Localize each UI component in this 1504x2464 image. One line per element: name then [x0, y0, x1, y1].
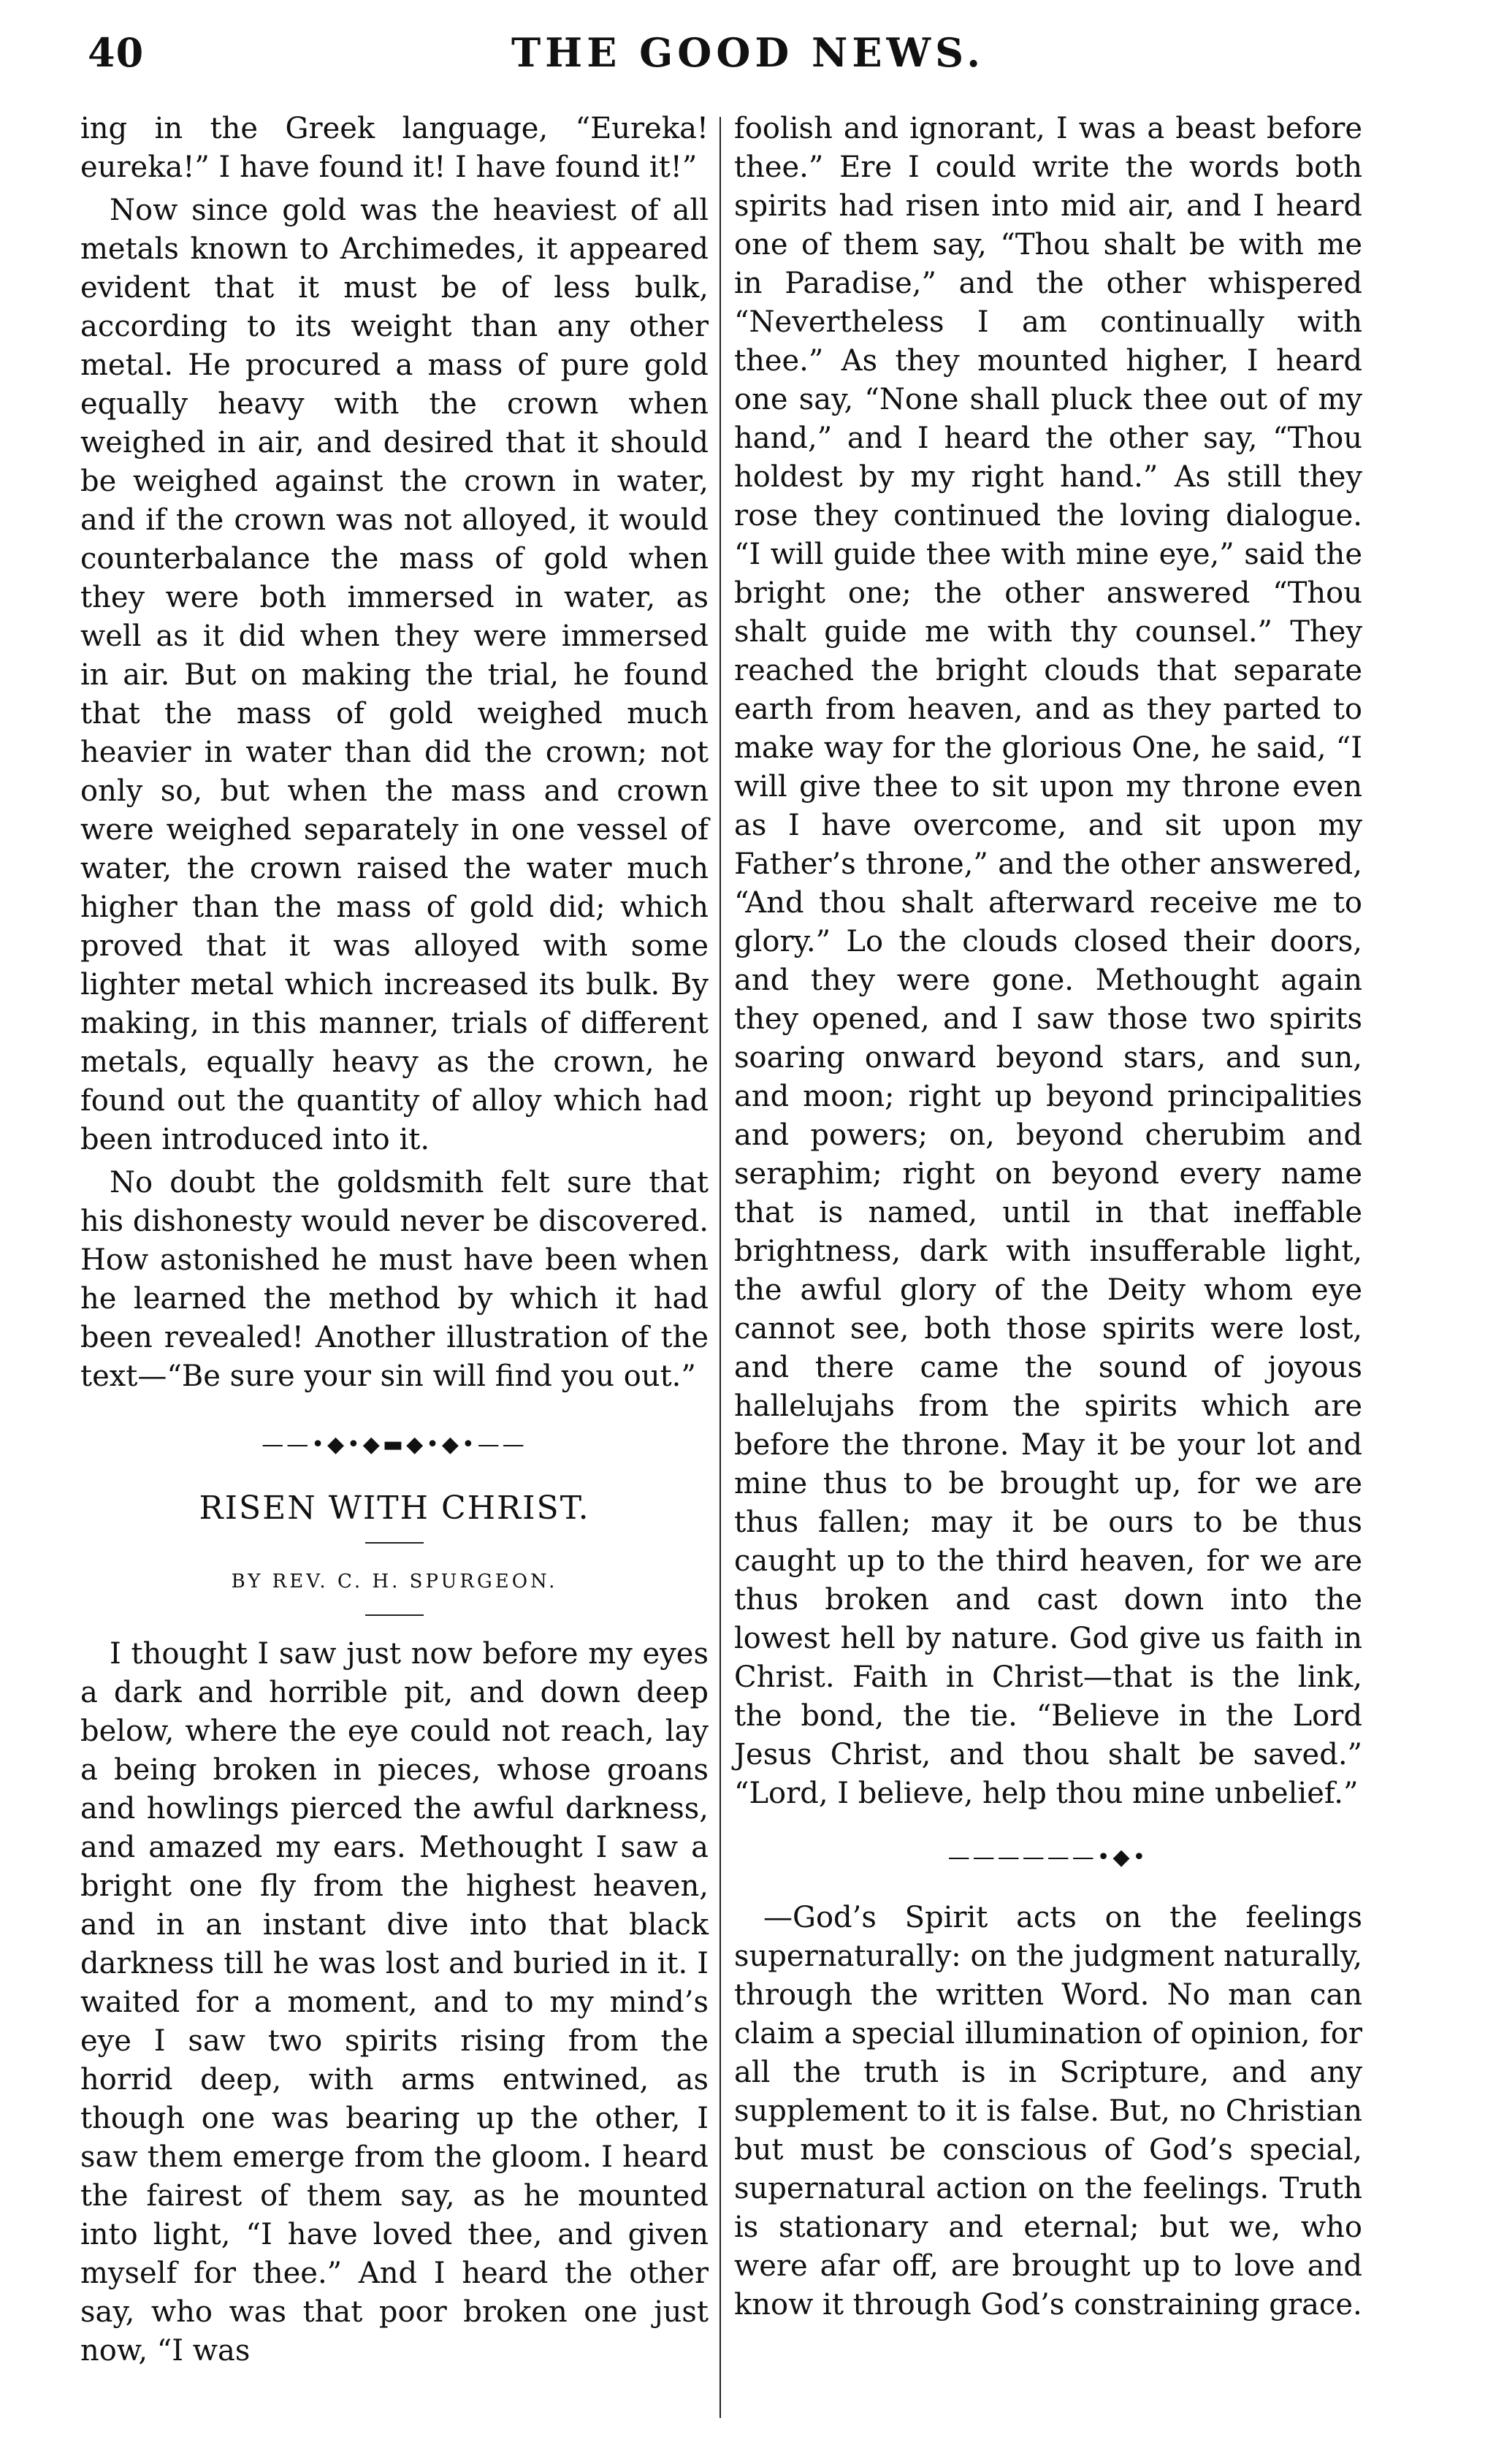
paragraph-vision-pit: I thought I saw just now before my eyes a dark and horrible pit, and down deep below, where the eye could not reach, lay a being broken in pieces, whose groans and howlings pierced the awful darkness, and amazed my ears. Methought I saw a bright one fly from the highest heaven, and in an instant dive into that black darkness till he was lost and buried in it. I waited for a moment, and to my mind’s eye I saw two spirits rising from the horrid deep, with arms entwined, as though one was bearing up the other, I saw them emerge from the gloom. I heard the fairest of them say, as he mounted into light, “I have loved thee, and given myself for thee.” And I heard the other say, who was that poor broken one just now, “I was — [80, 1637, 709, 2368]
paragraph-archimedes-experiment: Now since gold was the heaviest of all metals known to Archimedes, it appeared evident that it must be of less bulk, according to its weight than any other metal. He procured a mass of pure gold equally heavy with the crown when weighed in air, and desired that it should be weighed against the crown in water, and if the crown was not alloyed, it would counterbalance the mass of gold when they were both immersed in water, as well as it did when they were immersed in air. But on making the trial, he found that the mass of gold weighed much heavier in water than did the crown; not only so, but when the mass and crown were weighed separately in one vessel of water, the crown raised the water much higher than the mass of gold did; which proved that it was alloyed with some lighter metal which increased its bulk. By making, in this manner, trials of different metals, equally heavy as the crown, he found out the quantity of alloy which had been introduced into it. — [80, 194, 709, 1156]
paragraph-vision-continued: foolish and ignorant, I was a beast before thee.” Ere I could write the words both spirits had risen into mid air, and I heard one of them say, “Thou shalt be with me in Paradise,” and the other whispered “Nevertheless I am continually with thee.” As they mounted higher, I heard one say, “None shall pluck thee out of my hand,” and I heard the other say, “Thou holdest by my right hand.” As still they rose they continued the loving dialogue. “I will guide thee with mine eye,” said the bright one; the other answered “Thou shalt guide me with thy counsel.” They reached the bright clouds that separate earth from heaven, and as they parted to make way for the glorious One, he said, “I will give thee to sit upon my throne even as I have overcome, and sit upon my Father’s throne,” and the other answered, “And thou shalt afterward receive me to glory.” Lo the clouds closed their doors, and they were gone. Methought again they opened, and I saw those two spirits soaring onward beyond stars, and sun, and moon; right up beyond principalities and powers; on, beyond cherubim and seraphim; right on beyond every name that is named, until in that ineffable brightness, dark with insufferable light, the awful glory of the Deity whom eye cannot see, both those spirits were lost, and there came the sound of joyous hallelujahs from the spirits which are before the throne. May it be your lot and mine thus to be brought up, for we are thus fallen; may it be ours to be thus caught up to the third heaven, for we are thus broken and cast down into the lowest hell by nature. God give us faith in Christ. Faith in Christ—that is the link, the bond, the tie. “Believe in the Lord Jesus Christ, and thou shalt be saved.” “Lord, I believe, help thou mine unbelief.” — [734, 112, 1362, 1810]
page-number: 40 — [88, 29, 145, 76]
left-column — [80, 110, 709, 2375]
paragraph-goldsmith: No doubt the goldsmith felt sure that his dishonesty would never be discovered. How astonished he must have been when he learned the method by which it had been revealed! Another illustration of the text—“Be sure your sin will find you out.” — [80, 1166, 709, 1393]
section-ornament-right: ——————•◆• — [947, 1845, 1149, 1870]
section-ornament: ——•◆•◆▬◆•◆•—— — [262, 1432, 527, 1457]
paragraph-gods-spirit: —God’s Spirit acts on the feelings supernaturally: on the judgment naturally, through the written Word. No man can claim a special illumination of opinion, for all the truth is in Scripture, and any supplement to it is false. But, no Christian but must be conscious of God’s special, supernatural action on the feelings. Truth is stationary and eternal; but we, who were afar off, are brought up to love and know it through God’s constraining grace. — [734, 1901, 1362, 2322]
column-divider — [719, 117, 721, 2418]
page-header — [88, 29, 1402, 102]
article-title: RISEN WITH CHRIST. — [199, 1490, 590, 1527]
running-title: THE GOOD NEWS. — [511, 29, 985, 76]
right-column — [734, 110, 1362, 2329]
article-byline: BY REV. C. H. SPURGEON. — [231, 1571, 558, 1593]
byline-rule — [365, 1614, 424, 1616]
paragraph-archimedes-exclamation: ing in the Greek language, “Eureka! eureka!” I have found it! I have found it!” — [80, 112, 709, 184]
title-rule — [365, 1542, 424, 1544]
